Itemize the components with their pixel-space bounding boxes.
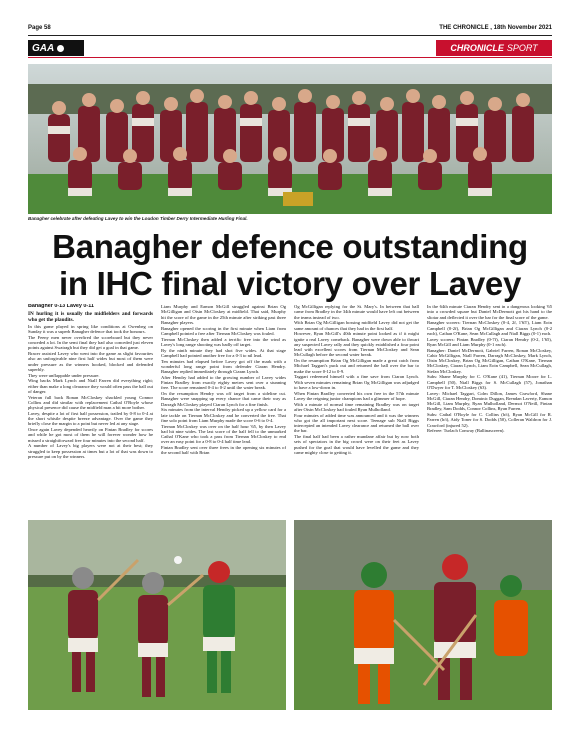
- article-column-3: [294, 304, 419, 514]
- paragraph: The final half had been a rather mundane affair but by now both sets of spectators in the big crowd were on their feet as Lavey pushed for the goal that would have levelled the game and they came mighty close to getting it.: [294, 434, 419, 455]
- page-header: [28, 22, 552, 34]
- paragraph: Tiernan McCloskey then added a terrific free into the wind as Lavey's long range shooting was badly off target.: [161, 336, 286, 347]
- article-intro: IN hurling it is usually the midfielders and forwards who get the plaudits.: [28, 311, 153, 324]
- article-body: [28, 304, 552, 514]
- paragraph: Banagher: Daniel McDermott, Gabriel Farren, Ronan McCloskey, Cahir McGilligan, Niall Farren, Darragh McCloskey, Mark Lynch, Oisin McCloskey, Brian Og McGilligan, Cathan O'Kane, Tiernan McCloskey, Ciaran Lynch, Liam Eoin Campbell, Sean McCullagh, Stefan McCloskey.: [427, 347, 552, 374]
- paragraph: Ten minutes had elapsed before Lavey got off the mark with a wonderful long range point from defender Ciaran Hendry. Banagher replied immediately through Ciaran Lynch.: [161, 358, 286, 374]
- section-bar: [28, 40, 552, 58]
- paragraph: With a minute of normal time remaining Bradley was on target after Oisin McCloskey had fouled Ryan Mulholland.: [294, 401, 419, 412]
- paragraph: Lavey scorers: Fintan Bradley (0-7f), Ciaran Hendry (0-2, 1'65), Ryan McGill and Liam Murphy (0-1 each).: [427, 336, 552, 347]
- paragraph: In this game played in spring like conditions at Owenbeg on Sunday it was a superb Banagher defence that took the honours.: [28, 323, 153, 334]
- paragraph: On the resumption Brian Og McGilligan made a great catch from Michael Taggart's puck out and returned the ball over the bar to make the score 0-12 to 0-9.: [294, 358, 419, 374]
- team-celebration-photo: [28, 64, 552, 214]
- gaa-badge: [28, 40, 84, 56]
- hurling-action-photo-left: [28, 520, 286, 710]
- paragraph: However, Ryan McGill's 40th minute point looked as if it might ignite a real Lavey comeback. Banagher were down able to thwart any suspected Lavey rally and they quickly established a four point lead with excellent scores from Tiernan McCloskey and Sean McCullagh before the second water break.: [294, 331, 419, 358]
- paragraph: Og McGilligan replying for the St. Mary's. In between that ball came from Bradley in the 34th minute would have left out between the teams instead of two.: [294, 304, 419, 320]
- paragraph: Four minutes of added time was announced and it was the winners who got the all important next score. Teenage sub Niall Biggs intercepted an intended Lavey clearance and returned the ball over the bar.: [294, 412, 419, 434]
- sliotar-icon: [57, 45, 64, 52]
- paragraph: Bracer assisted Lavey who went into the game as slight favourites also an unforgivable nine first half wides but most of them were under pressure as the winners hooked, blocked and defended superbly.: [28, 351, 153, 372]
- page-number: Page 58: [28, 25, 51, 31]
- paragraph: By the ninth minute they had shot five wides. At that stage Campbell had pointed another free for a 0-3 to nil lead.: [161, 347, 286, 358]
- paragraph: After Hendry had added to the growing number of Lavey wides Fintan Bradley from exactly eighty metres sent over a stunning free. The score remained 0-4 to 0-2 until the water break.: [161, 374, 286, 391]
- paragraph: Liam Murphy and Eamon McGill struggled against Brian Og McGilligan and Oisin McCloskey at midfield. That said, Murphy hit the score of the game in the 25th minute after striking past three Banagher players.: [161, 304, 286, 325]
- paragraph: When Fintan Bradley converted his own free in the 57th minute Lavey the reigning junior champions had a glimmer of hope.: [294, 390, 419, 401]
- paragraph: A number of Lavey's big players were not at their best; they struggled to keep possession at times but a lot of that was down to pressure put on by the winners.: [28, 443, 153, 459]
- paragraph: Taggart redeemed himself with a fine save from Ciaran Lynch. With seven minutes remaining Brian Og McGilligan was adjudged to have a low-down in.: [294, 374, 419, 390]
- paragraph: Lavey: Michael Taggart, Colm Dillon, James Crawford, Shane McGill, Ciaran Hendry, Dominic Duggan, Brendan Laverty, Eamon McGill, Liam Murphy, Ryan Mulholland, Dermot O'Neill, Fintan Bradley, Sam Dodds, Connor Collins, Ryan Farren.: [427, 390, 552, 412]
- headline-line-1: Banagher defence outstanding: [52, 228, 528, 265]
- score-line: Banagher 0-13 Lavey 0-11: [28, 304, 94, 309]
- paragraph: Referee: Turlach Conway (Ballinascreen).: [427, 428, 505, 434]
- sport-label: SPORT: [506, 43, 538, 53]
- paragraph: Tiernan McCloskey was over on the half hour '65, by then Lavey had hit nine wides. The last score of the half fell to the unmarked Cathal O'Kane who took a pass from Tiernan McCloskey to end over an easy point for a 0-8 to 0-4 half time lead.: [161, 423, 286, 445]
- paragraph: With Brian Og McGilligan bossing midfield Lavey did not get the same amount of chances that they had in the first half.: [294, 320, 419, 331]
- paragraph: Banagher scorers: Tiernan McCloskey (0-4, 2f, 1'65'), Liam Eoin Campbell (0-2f), Brian Og McGilligan and Ciaran Lynch (0-2 each), Cathan O'Kane, Sean McCullagh and Niall Biggs (0-1) each.: [427, 320, 552, 336]
- chronicle-sport-badge: [436, 40, 552, 56]
- article-column-2: [161, 304, 286, 514]
- paragraph: They were unflappable under pressure.: [28, 372, 100, 378]
- publication-date: THE CHRONICLE , 18th November 2021: [439, 25, 552, 31]
- paragraph: Subs: Shane Murphy for C. O'Kane (41), Tiernan Moore for L. Campbell (50), Niall Biggs for S. McCullagh (57), Jonathan O'Dwyer for T. McCloskey (63).: [427, 374, 552, 390]
- section-rule: [28, 57, 552, 58]
- paragraph: Lavey, despite a lot of first half possession, trailed by 0-8 to 0-4 at the short whistle despite breeze advantage. Over the game they briefly close the margin to a point but never led at any stage.: [28, 410, 153, 427]
- headline-line-2: in IHC final victory over Lavey: [58, 265, 522, 302]
- paragraph: Six minutes from the interval Hendry picked up a yellow card for a late tackle on Tiernan McCloskey and he converted the free. That fine solo point from Liam Murphy made the score 0-6 to 0-4.: [161, 407, 286, 423]
- paragraph: Veteran full back Ronan McCloskey shackled young Connor Collins and did similar with replacement Cathal O'Boyle whose physical presence did cause the midfield man a bit more bother.: [28, 394, 153, 410]
- paragraph: On the resumption Hendry was off target from a sideline cut. Banagher were snapping up every chance that came their way as Darragh McCloskey played Ciaran Lynch for a fine finish.: [161, 391, 286, 407]
- article-column-4: [427, 304, 552, 514]
- gaa-badge-label: GAA: [32, 42, 55, 54]
- paragraph: Once again Lavey depended heavily on Fintan Bradley for scores and while he got most of them he will forever wonder how he missed a straightforward free four minutes into the second half.: [28, 427, 153, 443]
- photo-caption: Banagher celebrate after defeating Lavey to win the Loudon Timber Derry Intermediate Hurling Final.: [28, 216, 248, 221]
- paragraph: Subs: Cathal O'Boyle for C. Collins (h/t), Ryan McGill for R. Farren (h/t), Aidy Toner for S. Dodds (50), Colleran Waldron for J. Crawford (injured 52).: [427, 412, 552, 428]
- header-rule: [28, 35, 552, 36]
- paragraph: Fintan Bradley sent over three frees in the opening six minutes of the second half with Brian: [161, 445, 286, 456]
- article-column-1: [28, 304, 153, 514]
- paragraph: In the 64th minute Ciaran Hendry sent in a dangerous looking '65 into a crowded square but Daniel McDermott got his hand to the sliotar and deflected it over the bar for the final score of the game.: [427, 304, 552, 320]
- paragraph: Banagher opened the scoring in the first minute when Liam from Campbell pointed a free after Tiernan McCloskey was fouled.: [161, 325, 286, 336]
- chronicle-label: CHRONICLE: [450, 43, 504, 53]
- paragraph: Wing backs Mark Lynch and Niall Farren did everything right; either than make a long clearance they would often pass the ball out of danger.: [28, 378, 153, 394]
- headline: [28, 228, 552, 302]
- hurling-action-photo-right: [294, 520, 552, 710]
- paragraph: The Feeny men never overfired the scoreboard but they never conceded a lot. In the semi final they had also conceded just eleven points against Swatragh but they did get a goal in that game.: [28, 334, 153, 351]
